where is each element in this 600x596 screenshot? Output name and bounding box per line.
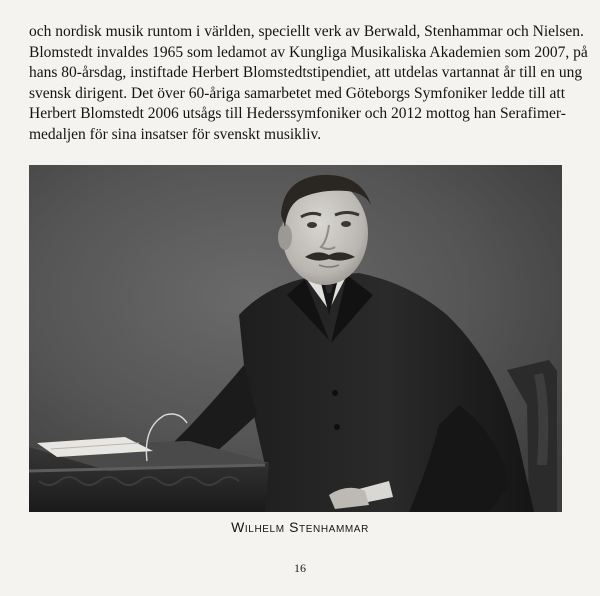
body-line-6: medaljen för sina insatser för svenskt musikliv. <box>29 125 322 143</box>
body-line-5: Herbert Blomstedt 2006 utsågs till Hederssymfoniker och 2012 mottog han Serafimer- <box>29 105 566 123</box>
body-line-1: och nordisk musik runtom i världen, speciellt verk av Berwald, Stenhammar och Nielsen. <box>29 23 584 40</box>
body-line-3: hans 80-årsdag, instiftade Herbert Blomstedtstipendiet, att utdelas vartannat år till en ung <box>29 64 583 82</box>
body-line-2: Blomstedt invaldes 1965 som ledamot av Kungliga Musikaliska Akademien som 2007, på <box>29 43 588 61</box>
body-paragraph <box>29 22 588 146</box>
portrait-illustration <box>29 165 562 512</box>
portrait-photo <box>29 165 562 512</box>
photo-caption: Wilhelm Stenhammar <box>231 519 369 535</box>
body-line-4: svensk dirigent. Det över 60-åriga samarbetet med Göteborgs Symfoniker ledde till att <box>29 84 566 102</box>
page-number: 16 <box>294 561 306 575</box>
